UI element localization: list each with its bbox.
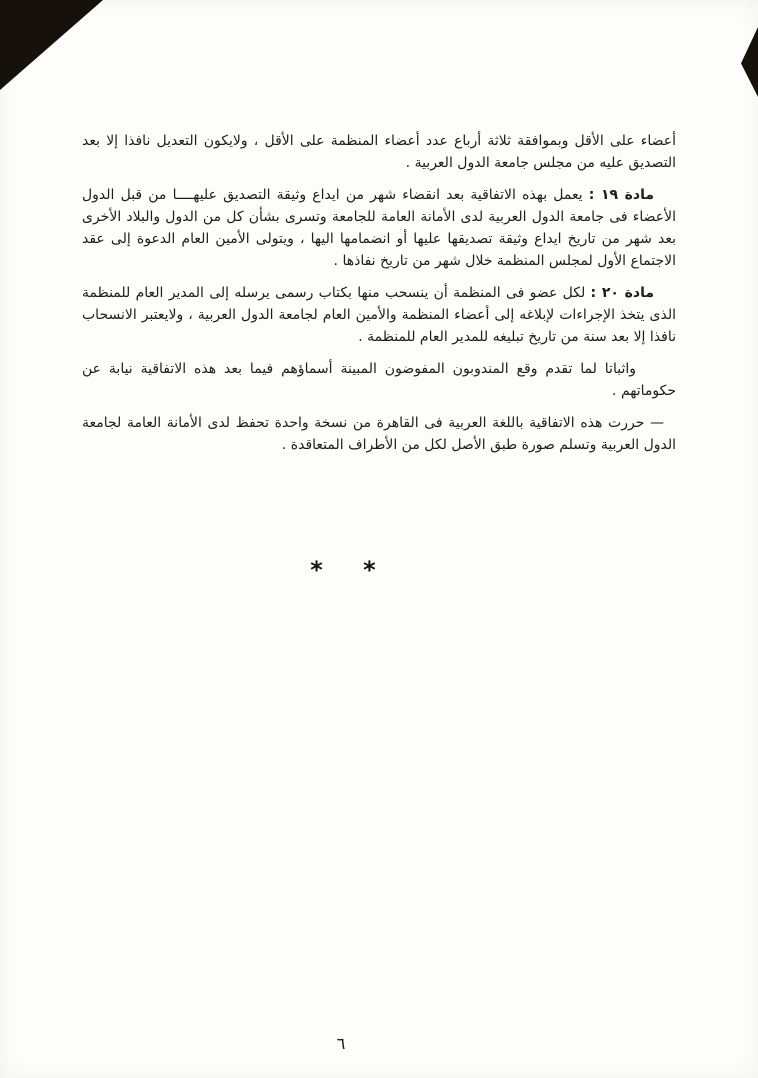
body-text <box>82 130 676 466</box>
article-20-body: لكل عضو فى المنظمة أن ينسحب منها بكتاب رسمى يرسله إلى المدير العام للمنظمة الذى يتخذ الإجراءات لإبلاغه إلى أعضاء المنظمة والأمين العام لجامعة الدول العربية ، ولايعتبر الانسحاب نافذا إلا بعد سنة من تاريخ تبليغه للمدير العام للمنظمة . <box>82 285 676 345</box>
continuation-paragraph: أعضاء على الأقل وبموافقة ثلاثة أرباع عدد أعضاء المنظمة على الأقل ، ولايكون التعديل نافذا إلا بعد التصديق عليه من مجلس جامعة الدول العربية . <box>82 133 676 171</box>
article-20-paragraph <box>82 282 676 348</box>
page-number: ٦ <box>336 1034 346 1053</box>
execution-paragraph: — حررت هذه الاتفاقية باللغة العربية فى القاهرة من نسخة واحدة تحفظ لدى الأمانة العامة لجامعة الدول العربية وتسلم صورة طبق الأصل لكل من الأطراف المتعاقدة . <box>82 415 676 453</box>
article-19-body: يعمل بهذه الاتفاقية بعد انقضاء شهر من ايداع وثيقة التصديق عليهــــا من قبل الدول الأعضاء فى جامعة الدول العربية لدى الأمانة العامة للجامعة وتسرى بشأن كل من الدول والبلاد الأخرى بعد شهر من تاريخ ايداع وثيقة تصديقها عليها أو انضمامها اليها ، ويتولى الأمين العام الدعوة إلى عقد الاجتماع الأول لمجلس المنظمة خلال شهر من تاريخ نفاذها . <box>82 187 676 269</box>
article-19-label: مادة ١٩ : <box>588 187 654 203</box>
scan-artifact-top-left-corner <box>0 0 103 90</box>
attestation-paragraph: واثباتا لما تقدم وقع المندوبون المفوضون المبينة أسماؤهم فيما بعد هذه الاتفاقية نيابة عن حكوماتهم . <box>82 361 676 399</box>
asterisk-separator: * * <box>310 556 376 584</box>
scan-artifact-top-right-corner <box>741 27 758 97</box>
article-20-label: مادة ٢٠ : <box>590 285 655 301</box>
article-19-paragraph <box>82 184 676 272</box>
